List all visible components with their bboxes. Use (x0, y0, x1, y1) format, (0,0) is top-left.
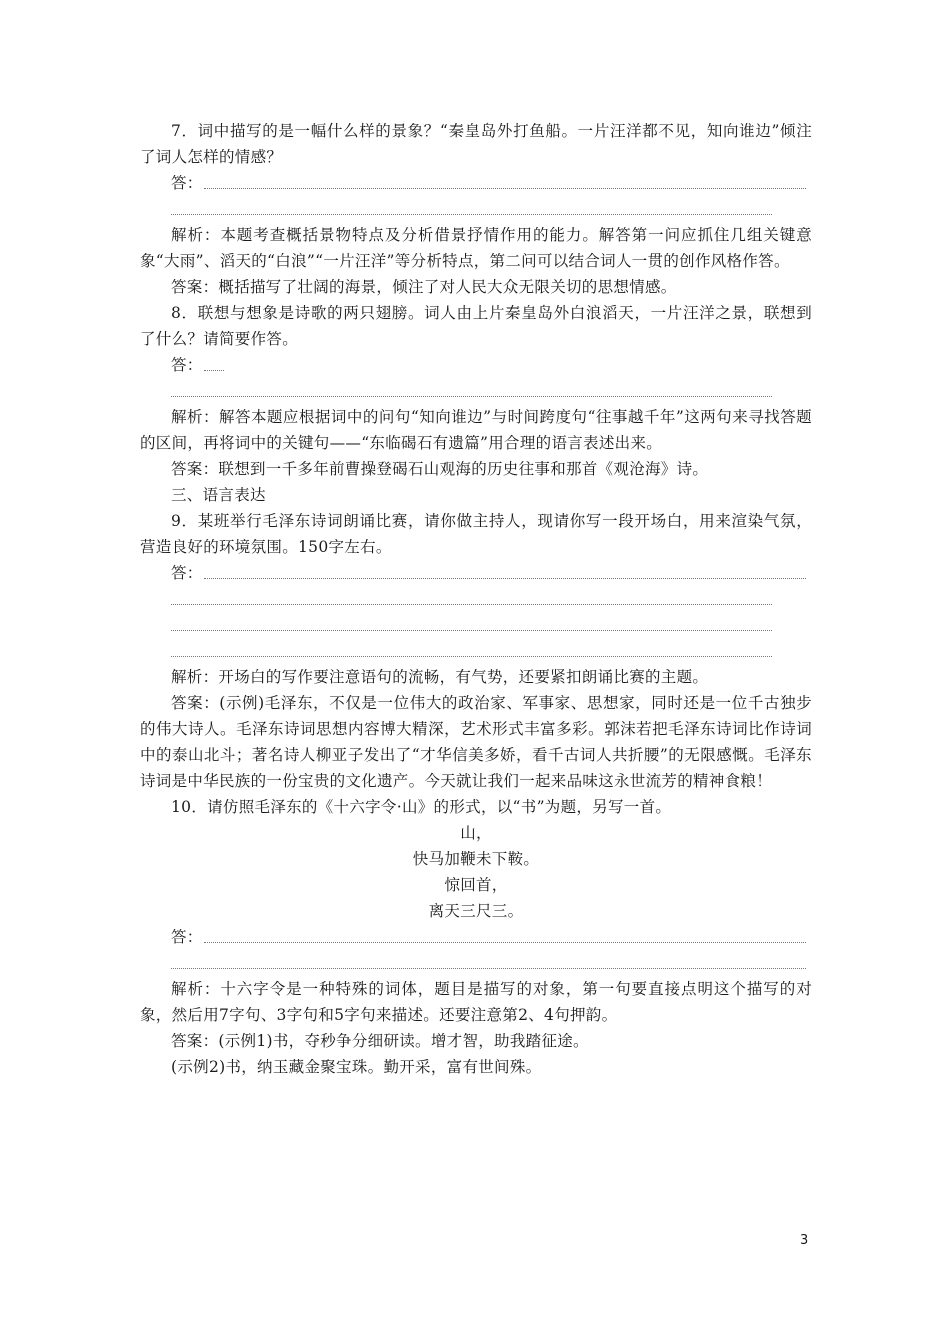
answer-blank[interactable] (204, 942, 806, 943)
answer-label: 答： (171, 174, 203, 192)
analysis-8: 解析：解答本题应根据词中的问句“知向谁边”与时间跨度句“往事越千年”这两句来寻找答题的区间，再将词中的关键句——“东临碣石有遗篇”用合理的语言表述出来。 (140, 408, 812, 452)
answer-blank[interactable] (204, 188, 806, 189)
question-10: 10．请仿照毛泽东的《十六字令·山》的形式，以“书”为题，另写一首。 (171, 798, 672, 816)
answer-blank[interactable] (204, 370, 224, 371)
poem-line: 山， (460, 824, 492, 842)
answer-line-9 (140, 560, 812, 586)
answer-line-7 (140, 170, 812, 196)
page-content (140, 118, 812, 1080)
answer-blank-line[interactable] (140, 950, 812, 976)
section-heading: 三、语言表达 (171, 486, 266, 504)
answer-blank[interactable] (204, 578, 806, 579)
answer-line-8 (140, 352, 812, 378)
answer-label: 答： (171, 928, 203, 946)
answer-label: 答： (171, 356, 203, 374)
page-number: 3 (800, 1233, 809, 1248)
poem-line: 离天三尺三。 (428, 902, 524, 920)
answer-7: 答案：概括描写了壮阔的海景，倾注了对人民大众无限关切的思想情感。 (171, 278, 677, 296)
answer-10-example-2: (示例2)书，纳玉藏金聚宝珠。勤开采，富有世间殊。 (171, 1058, 542, 1076)
question-9: 9．某班举行毛泽东诗词朗诵比赛，请你做主持人，现请你写一段开场白，用来渲染气氛，营造良好的环境氛围。150字左右。 (140, 512, 812, 556)
answer-blank-line[interactable] (140, 196, 812, 222)
answer-line-10 (140, 924, 812, 950)
poem-line: 惊回首， (444, 876, 508, 894)
answer-blank-line[interactable] (140, 586, 812, 612)
answer-10-example-1: 答案：(示例1)书，夺秒争分细研读。增才智，助我踏征途。 (171, 1032, 589, 1050)
analysis-7: 解析：本题考查概括景物特点及分析借景抒情作用的能力。解答第一问应抓住几组关键意象“大雨”、滔天的“白浪”“一片汪洋”等分析特点，第二问可以结合词人一贯的创作风格作答。 (140, 226, 812, 270)
question-8: 8．联想与想象是诗歌的两只翅膀。词人由上片秦皇岛外白浪滔天，一片汪洋之景，联想到了什么？请简要作答。 (140, 304, 812, 348)
analysis-10: 解析：十六字令是一种特殊的词体，题目是描写的对象，第一句要直接点明这个描写的对象，然后用7字句、3字句和5字句来描述。还要注意第2、4句押韵。 (140, 980, 812, 1024)
answer-blank-line[interactable] (140, 612, 812, 638)
question-7: 7．词中描写的是一幅什么样的景象？“秦皇岛外打鱼船。一片汪洋都不见，知向谁边”倾注了词人怎样的情感？ (140, 122, 812, 166)
answer-8: 答案：联想到一千多年前曹操登碣石山观海的历史往事和那首《观沧海》诗。 (171, 460, 709, 478)
analysis-9: 解析：开场白的写作要注意语句的流畅，有气势，还要紧扣朗诵比赛的主题。 (171, 668, 709, 686)
answer-9: 答案：(示例)毛泽东，不仅是一位伟大的政治家、军事家、思想家，同时还是一位千古独步的伟大诗人。毛泽东诗词思想内容博大精深，艺术形式丰富多彩。郭沫若把毛泽东诗词比作诗词中的泰山北斗；著名诗人柳亚子发出了“才华信美多娇，看千古词人共折腰”的无限感慨。毛泽东诗词是中华民族的一份宝贵的文化遗产。今天就让我们一起来品味这永世流芳的精神食粮！ (140, 694, 812, 790)
answer-label: 答： (171, 564, 203, 582)
answer-blank-line[interactable] (140, 378, 812, 404)
poem-line: 快马加鞭未下鞍。 (412, 850, 540, 868)
answer-blank-line[interactable] (140, 638, 812, 664)
